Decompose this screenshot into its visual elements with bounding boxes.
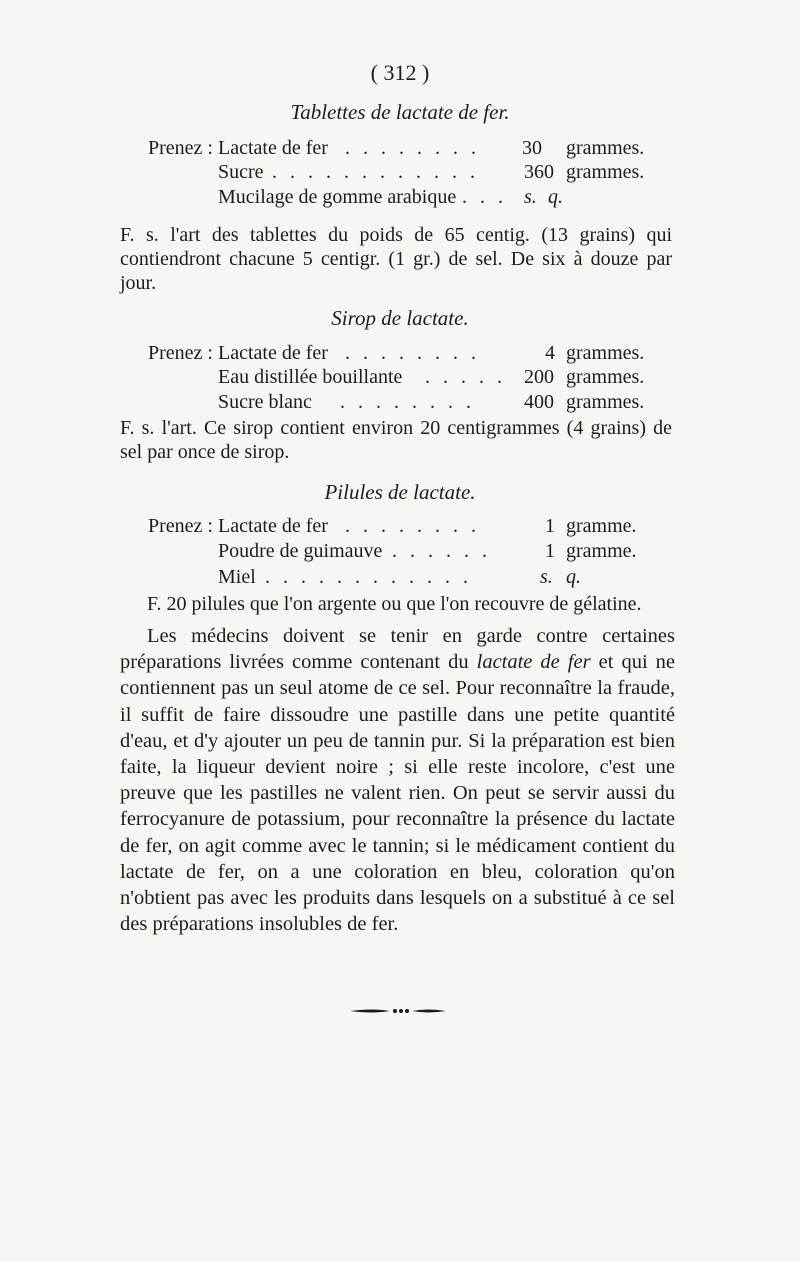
ingredient-qty: s. [524,186,537,208]
ingredient-name: Sucre blanc [218,391,312,413]
leader-dots: . . . [462,186,507,208]
leader-dots: . . . . . . . . . . . . [272,161,479,183]
end-ornament [348,1007,448,1015]
leader-dots: . . . . . . [392,540,491,562]
prenez-label: Prenez : [148,515,213,537]
ingredient-unit: grammes. [566,342,645,364]
ingredient-qty: s. [540,566,553,588]
ingredient-unit: gramme. [566,515,637,537]
page-number: ( 312 ) [370,60,430,85]
ingredient-name: Lactate de fer [218,342,328,364]
warning-paragraph [120,623,675,937]
ingredient-name: Eau distillée bouillante [218,366,403,388]
ingredient-name: Mucilage de gomme arabique [218,186,457,208]
ingredient-name: Lactate de fer [218,137,328,159]
paragraph-text: Les médecins doivent se tenir en garde contre certaines préparations livrées comme contenant du [120,625,675,674]
ingredient-unit: grammes. [566,391,645,413]
section-title-sirop: Sirop de lactate. [331,306,469,330]
ingredient-name: Poudre de guimauve [218,540,383,562]
prenez-label: Prenez : [148,137,213,159]
prenez-label: Prenez : [148,342,213,364]
ingredient-name: Lactate de fer [218,515,328,537]
section-title-pilules: Pilules de lactate. [324,480,476,504]
ingredient-unit: grammes. [566,366,645,388]
ingredient-unit: q. [548,186,563,208]
paragraph-text: et qui ne contiennent pas un seul atome de ce sel. Pour reconnaître la fraude, il suffit de faire dissoudre une pastille dans une petite quantité d'eau, et d'y ajouter un peu de tannin pur. Si la préparation est bien faite, la liqueur devient noire ; si elle reste incolore, c'est une preuve que les pastilles ne valent rien. On peut se servir aussi du ferrocyanure de potassium, pour reconnaître la présence du lactate de fer, on agit comme avec le tannin; si le médicament contient du lactate de fer, on a une coloration en bleu, coloration qu'on n'obtient pas avec les produits dans lesquels on a substitué à ce sel des préparations insolubles de fer. [120,651,676,936]
leader-dots: . . . . . . . . . . . . [265,566,472,588]
leader-dots: . . . . . . . . [345,515,480,537]
ingredient-name: Sucre [218,161,264,183]
ingredient-qty: 1 [545,540,555,562]
leader-dots: . . . . . . . . [340,391,475,413]
ingredient-name: Miel [218,566,256,588]
preparation-instructions: F. 20 pilules que l'on argente ou que l'on recouvre de gélatine. [147,593,642,615]
ingredient-qty: 4 [545,342,555,364]
section-title-tablettes: Tablettes de lactate de fer. [290,100,510,124]
ingredient-qty: 1 [545,515,555,537]
leader-dots: . . . . . . . . [345,137,480,159]
leader-dots: . . . . . . . . [345,342,480,364]
preparation-instructions: F. s. l'art des tablettes du poids de 65 centig. (13 grains) qui contiendront chacune 5 centigr. (1 gr.) de sel. De six à douze par jour. [120,224,672,294]
leader-dots: . . . . . [425,366,506,388]
paragraph-italic: lactate de fer [476,651,591,674]
ingredient-unit: grammes. [566,137,645,159]
ingredient-qty: 400 [524,391,554,413]
ingredient-qty: 200 [524,366,554,388]
ingredient-unit: grammes. [566,161,645,183]
ingredient-qty: 30 [522,137,542,159]
ingredient-unit: q. [566,566,581,588]
ingredient-unit: gramme. [566,540,637,562]
preparation-instructions: F. s. l'art. Ce sirop contient environ 20 centigrammes (4 grains) de sel par once de sirop. [120,417,672,463]
ingredient-qty: 360 [524,161,554,183]
